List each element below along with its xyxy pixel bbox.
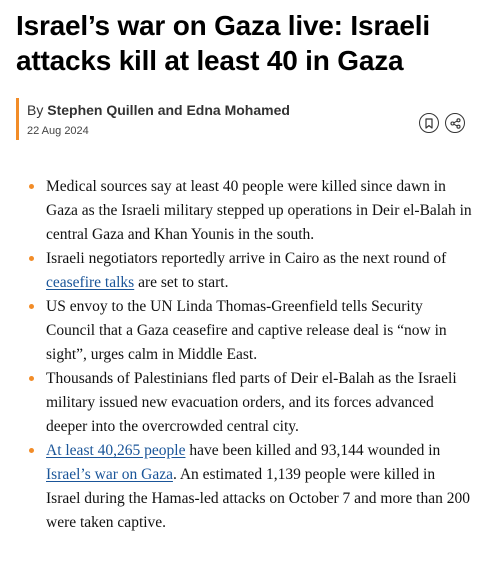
key-point-text: Israeli negotiators reportedly arrive in Cairo as the next round of	[46, 250, 447, 267]
key-point	[28, 367, 473, 439]
war-on-gaza-link[interactable]: Israel’s war on Gaza	[46, 466, 173, 483]
key-point	[28, 295, 473, 367]
share-icon	[450, 118, 461, 129]
key-point	[28, 439, 473, 535]
key-point-text: Medical sources say at least 40 people were killed since dawn in Gaza as the Israeli military stepped up operations in Deir el-Balah in central Gaza and Khan Younis in the south.	[46, 178, 472, 243]
key-points-list	[28, 175, 473, 535]
ceasefire-talks-link[interactable]: ceasefire talks	[46, 274, 135, 291]
share-button[interactable]	[445, 113, 465, 133]
article-headline: Israel’s war on Gaza live: Israeli attacks kill at least 40 in Gaza	[16, 10, 430, 76]
key-point	[28, 175, 473, 247]
bookmark-button[interactable]	[419, 113, 439, 133]
byline-prefix: By	[27, 102, 44, 118]
key-point-text: have been killed and 93,144 wounded in	[185, 442, 441, 459]
key-point-text: Thousands of Palestinians fled parts of Deir el-Balah as the Israeli military issued new evacuation orders, and its forces advanced deeper into the overcrowded central city.	[46, 370, 457, 435]
publish-date: 22 Aug 2024	[27, 125, 89, 137]
author-names[interactable]: Stephen Quillen and Edna Mohamed	[47, 102, 290, 118]
death-toll-link[interactable]: At least 40,265 people	[46, 442, 186, 459]
byline	[16, 98, 290, 140]
bookmark-icon	[424, 118, 434, 129]
key-point-text: are set to start.	[134, 274, 229, 291]
author-line	[27, 100, 290, 120]
key-point-text: . An estimated 1,139 people were killed in Israel during the Hamas-led attacks on October 7 and more than 200 were taken captive.	[46, 466, 470, 531]
key-point-text: US envoy to the UN Linda Thomas-Greenfield tells Security Council that a Gaza ceasefire and captive release deal is “now in sight”, urges calm in Middle East.	[46, 298, 447, 363]
key-point	[28, 247, 473, 295]
article-actions	[419, 113, 465, 133]
